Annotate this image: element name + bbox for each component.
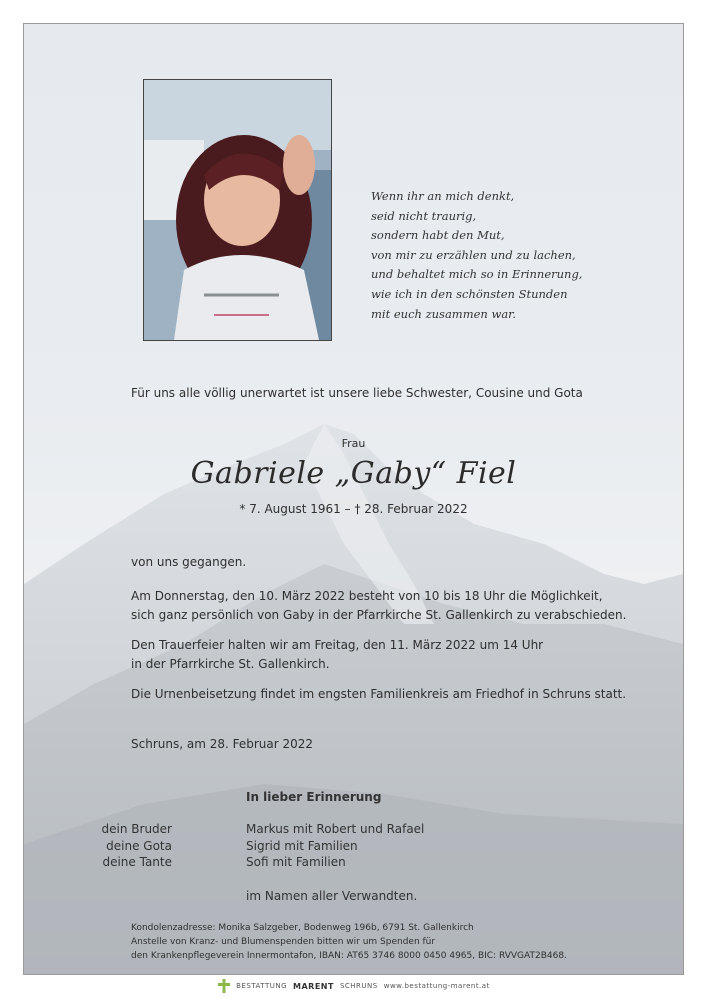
paragraph-visitation [131,587,626,625]
relative-names: Markus mit Robert und Rafael [246,822,425,836]
paragraph-line: in der Pfarrkirche St. Gallenkirch. [131,657,330,671]
relation-label: dein Bruder [101,822,172,836]
relation-label: deine Tante [102,855,172,869]
closing-text: im Namen aller Verwandten. [246,889,418,903]
footer-url[interactable]: www.bestattung-marent.at [383,982,490,990]
gone-line: von uns gegangen. [131,555,247,569]
poem [371,187,582,324]
poem-line: und behaltet mich so in Erinnerung, [371,267,583,282]
relative-names: Sigrid mit Familien [246,838,358,853]
passed-away-text [131,553,246,572]
footer-brand: MARENT [293,981,334,991]
footer-town: SCHRUNS [339,982,378,990]
relative-names: Sofi mit Familien [246,855,346,869]
relations-column [52,821,172,871]
relatives-names-column [246,821,424,871]
memory-heading: In lieber Erinnerung [246,790,382,804]
paragraph-line: Am Donnerstag, den 10. März 2022 besteht von 10 bis 18 Uhr die Möglichkeit, [131,589,603,603]
relation-label: deine Gota [106,838,172,853]
footnote-line: Anstelle von Kranz- und Blumenspenden bitten wir um Spenden für [131,937,436,947]
footnote-line: den Krankenpflegeverein Innermontafon, IBAN: AT65 3746 8000 0450 4965, BIC: RVVGAT2B468. [131,951,567,961]
poem-line: von mir zu erzählen und zu lachen, [371,247,576,262]
footer-prefix: BESTATTUNG [236,982,288,990]
paragraph-line: sich ganz persönlich von Gaby in der Pfarrkirche St. Gallenkirch zu verabschieden. [131,608,627,622]
paragraph-burial [131,685,626,704]
footnote-line: Kondolenzadresse: Monika Salzgeber, Bodenweg 196b, 6791 St. Gallenkirch [131,923,474,933]
poem-line: seid nicht traurig, [371,208,477,223]
paragraph-line: Den Trauerfeier halten wir am Freitag, den 11. März 2022 um 14 Uhr [131,638,544,652]
poem-line: Wenn ihr an mich denkt, [371,189,515,203]
cross-logo-icon [218,979,230,993]
paragraph-line: Die Urnenbeisetzung findet im engsten Familienkreis am Friedhof in Schruns statt. [131,687,627,701]
place-date [131,735,313,754]
paragraph-funeral [131,636,543,674]
funeral-home-footer [0,976,708,996]
intro-text: Für uns alle völlig unerwartet ist unsere liebe Schwester, Cousine und Gota [131,386,583,400]
poem-line: sondern habt den Mut, [371,228,505,243]
condolence-footnote [131,921,567,963]
deceased-name: Gabriele „Gaby“ Fiel [190,456,517,491]
life-dates: * 7. August 1961 – † 28. Februar 2022 [239,502,468,516]
poem-line: wie ich in den schönsten Stunden [371,286,568,301]
portrait-photo [143,79,332,341]
poem-line: mit euch zusammen war. [371,306,517,321]
place-date-line: Schruns, am 28. Februar 2022 [131,737,314,751]
salutation: Frau [341,437,366,450]
obituary-card [23,23,684,975]
